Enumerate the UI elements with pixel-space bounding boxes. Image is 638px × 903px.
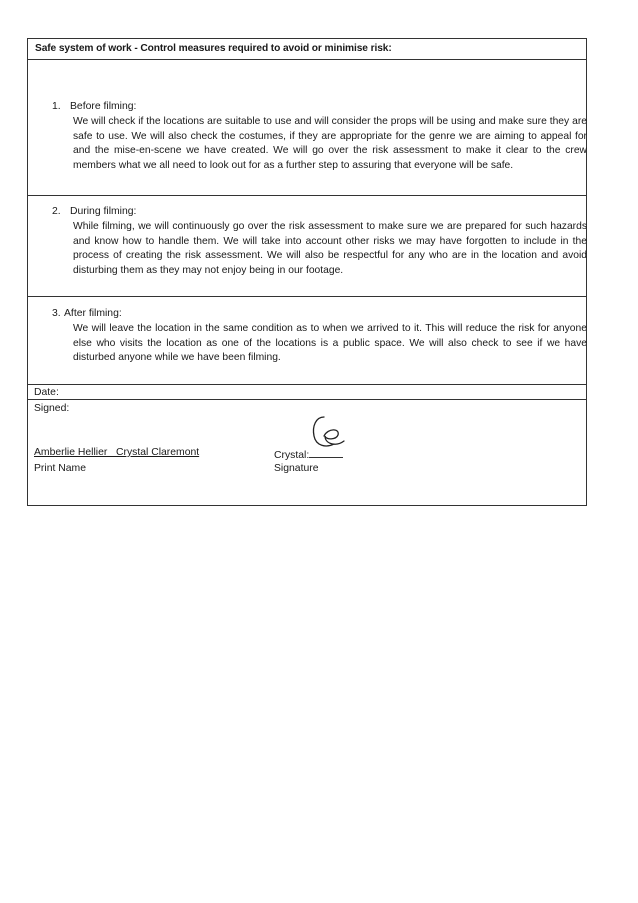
- signature-prefix: Crystal:: [274, 450, 310, 461]
- table-header: [28, 39, 586, 60]
- step-number: 2.: [52, 206, 61, 217]
- step-title: [52, 308, 122, 320]
- step-title: [52, 101, 136, 113]
- step-title-text: After filming:: [64, 308, 122, 319]
- step-body: While filming, we will continuously go over the risk assessment to make sure we are prepared for such hazards and know how to handle them. We will take into account other risks we may have forgotten to include in the process of creating the risk assessment. We will also be respectful for any who are in the location and avoid disturbing them as they may not enjoy being in our footage.: [73, 221, 587, 276]
- handwritten-signature-icon: [310, 414, 348, 450]
- date-row: [28, 385, 586, 400]
- signature-label: Signature: [274, 463, 319, 474]
- step-before-filming: [28, 60, 586, 196]
- signed-row: [28, 400, 586, 505]
- step-title: [52, 206, 136, 218]
- step-after-filming: [28, 297, 586, 385]
- date-label: Date:: [34, 387, 59, 398]
- step-number: 3.: [52, 308, 61, 319]
- step-body: We will check if the locations are suitable to use and will consider the props will be using and make sure they are safe to use. We will also check the costumes, if they are appropriate for the genre we are aiming to appeal for and the mise-en-scene we have created. We will go over the risk assessment to make it clear to the crew members what we all need to look out for as a further step to assuring that everyone will be safe.: [73, 116, 587, 171]
- header-title: Safe system of work - Control measures required to avoid or minimise risk:: [35, 43, 392, 54]
- risk-control-table: [27, 38, 587, 506]
- step-title-text: During filming:: [70, 206, 137, 217]
- step-number: 1.: [52, 101, 61, 112]
- signed-label: Signed:: [34, 403, 70, 414]
- print-names: Amberlie Hellier Crystal Claremont: [34, 447, 200, 458]
- step-body: We will leave the location in the same condition as to when we arrived to it. This will reduce the risk for anyone else who visits the location as one of the locations is a public space. We will also check to see if we have disturbed anyone while we have been filming.: [73, 323, 587, 363]
- step-title-text: Before filming:: [70, 101, 137, 112]
- print-name-label: Print Name: [34, 463, 86, 474]
- step-during-filming: [28, 196, 586, 297]
